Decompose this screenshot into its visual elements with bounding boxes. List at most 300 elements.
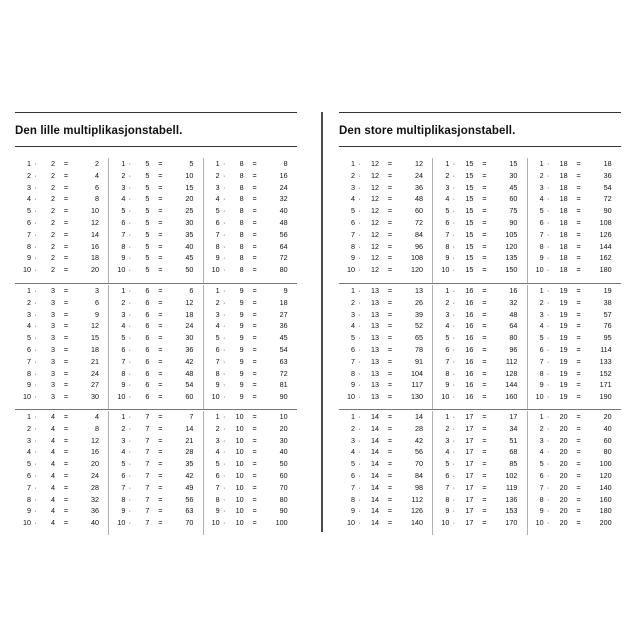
factor: 12 <box>371 206 379 216</box>
times-sign: · <box>222 182 226 192</box>
product: 120 <box>599 470 612 480</box>
equals-sign: = <box>63 321 69 331</box>
equation-row <box>528 470 621 482</box>
multiplier: 3 <box>27 182 31 192</box>
factor: 12 <box>371 194 379 204</box>
equals-sign: = <box>576 182 581 192</box>
factor: 12 <box>371 241 379 251</box>
times-sign: · <box>222 229 226 239</box>
product: 68 <box>509 447 518 457</box>
equals-sign: = <box>158 194 163 204</box>
times-sign: · <box>358 217 361 227</box>
multiplier: 1 <box>351 412 355 421</box>
equals-sign: = <box>252 217 257 227</box>
product: 56 <box>185 494 194 504</box>
product: 18 <box>185 309 194 319</box>
product: 80 <box>279 265 288 275</box>
factor: 2 <box>51 241 55 251</box>
equals-sign: = <box>482 435 487 445</box>
times-sign: · <box>128 392 132 402</box>
equation-row <box>433 368 526 380</box>
equation-row <box>339 482 432 494</box>
equals-sign: = <box>387 435 393 445</box>
factor: 3 <box>51 392 55 402</box>
factor: 10 <box>235 518 244 528</box>
times-sign: · <box>546 368 550 378</box>
equation-row <box>528 252 621 264</box>
times-sign: · <box>34 518 37 528</box>
multiplier: 3 <box>27 435 31 445</box>
factor: 15 <box>465 253 474 263</box>
factor: 3 <box>51 380 55 390</box>
equation-row <box>15 356 108 368</box>
factor: 16 <box>465 344 474 354</box>
product: 140 <box>411 518 423 528</box>
multiplier: 1 <box>121 286 126 295</box>
product: 24 <box>91 368 99 378</box>
times-sign: · <box>358 159 361 168</box>
product: 15 <box>509 159 518 168</box>
top-rule <box>339 112 621 113</box>
times-sign: · <box>128 159 132 168</box>
times-sign: · <box>222 217 226 227</box>
equation-row <box>109 435 202 447</box>
times-sign: · <box>358 333 361 343</box>
multiplier: 9 <box>445 506 450 516</box>
equation-row <box>109 391 202 403</box>
left-page <box>15 112 297 528</box>
factor: 18 <box>559 265 568 275</box>
equation-row <box>339 423 432 435</box>
equals-sign: = <box>482 459 487 469</box>
times-sign: · <box>452 217 456 227</box>
times-sign: · <box>546 447 550 457</box>
times-sign: · <box>358 265 361 275</box>
multiplier: 6 <box>351 470 355 480</box>
equation-row <box>109 170 202 182</box>
equals-sign: = <box>158 518 163 528</box>
product: 180 <box>599 506 612 516</box>
equation-row <box>339 458 432 470</box>
product: 80 <box>603 447 612 457</box>
equation-row <box>433 344 526 356</box>
multiplier: 9 <box>215 253 220 263</box>
equals-sign: = <box>158 380 163 390</box>
times-sign: · <box>546 321 550 331</box>
equation-row <box>204 446 297 458</box>
equation-row <box>339 356 432 368</box>
times-sign: · <box>34 356 37 366</box>
factor: 17 <box>465 518 474 528</box>
times-sign: · <box>222 447 226 457</box>
equals-sign: = <box>576 494 581 504</box>
product: 48 <box>279 217 288 227</box>
equals-sign: = <box>482 506 487 516</box>
equals-sign: = <box>252 159 257 168</box>
multiplier: 4 <box>27 447 31 457</box>
equation-row <box>204 505 297 517</box>
multiplier: 2 <box>445 170 450 180</box>
equals-sign: = <box>252 356 257 366</box>
times-sign: · <box>128 286 132 295</box>
factor: 13 <box>371 356 379 366</box>
equation-row <box>204 193 297 205</box>
times-sign: · <box>546 217 550 227</box>
equals-sign: = <box>387 229 393 239</box>
product: 8 <box>283 159 288 168</box>
equation-row <box>204 285 297 297</box>
equation-row <box>528 285 621 297</box>
product: 108 <box>411 253 423 263</box>
multiplier: 4 <box>121 321 126 331</box>
multiplier: 2 <box>215 297 220 307</box>
equation-row <box>15 229 108 241</box>
times-sign: · <box>34 206 37 216</box>
factor: 16 <box>465 333 474 343</box>
multiplier: 9 <box>539 380 544 390</box>
equation-row <box>109 182 202 194</box>
times-sign: · <box>34 321 37 331</box>
equation-row <box>528 435 621 447</box>
factor: 16 <box>465 297 474 307</box>
multiplier: 9 <box>27 253 31 263</box>
multiplier: 9 <box>351 380 355 390</box>
equals-sign: = <box>482 170 487 180</box>
equation-row <box>433 391 526 403</box>
factor: 17 <box>465 459 474 469</box>
equation-row <box>204 458 297 470</box>
equation-row <box>204 309 297 321</box>
product: 18 <box>603 159 612 168</box>
equals-sign: = <box>482 229 487 239</box>
equals-sign: = <box>387 392 393 402</box>
product: 91 <box>415 356 423 366</box>
equals-sign: = <box>252 321 257 331</box>
equals-sign: = <box>158 217 163 227</box>
equals-sign: = <box>252 241 257 251</box>
equation-row <box>109 379 202 391</box>
product: 76 <box>603 321 612 331</box>
times-sign: · <box>128 435 132 445</box>
times-sign: · <box>222 412 226 421</box>
product: 45 <box>279 333 288 343</box>
times-sign: · <box>546 241 550 251</box>
product: 45 <box>185 253 194 263</box>
factor: 7 <box>145 412 150 421</box>
product: 56 <box>279 229 288 239</box>
multiplier: 1 <box>539 412 544 421</box>
equals-sign: = <box>63 182 69 192</box>
equals-sign: = <box>158 392 163 402</box>
equation-row <box>339 391 432 403</box>
equals-sign: = <box>482 182 487 192</box>
times-sign: · <box>34 297 37 307</box>
equation-row <box>109 332 202 344</box>
multiplier: 8 <box>351 241 355 251</box>
multiplier: 3 <box>351 309 355 319</box>
product: 30 <box>185 217 194 227</box>
book-gutter <box>321 112 323 532</box>
title-rule <box>15 146 297 147</box>
product: 130 <box>411 392 423 402</box>
equation-row <box>15 241 108 253</box>
product: 120 <box>505 241 518 251</box>
equals-sign: = <box>63 217 69 227</box>
equals-sign: = <box>252 344 257 354</box>
product: 84 <box>415 229 423 239</box>
product: 153 <box>505 506 518 516</box>
equals-sign: = <box>576 482 581 492</box>
equals-sign: = <box>63 459 69 469</box>
equals-sign: = <box>387 253 393 263</box>
equals-sign: = <box>158 159 163 168</box>
times-sign: · <box>546 333 550 343</box>
times-sign: · <box>358 241 361 251</box>
multiplier: 7 <box>27 482 31 492</box>
factor: 17 <box>465 506 474 516</box>
equals-sign: = <box>387 356 393 366</box>
factor: 13 <box>371 344 379 354</box>
equals-sign: = <box>252 518 257 528</box>
factor: 16 <box>465 380 474 390</box>
product: 18 <box>91 253 99 263</box>
equation-row <box>204 170 297 182</box>
equals-sign: = <box>252 412 257 421</box>
equals-sign: = <box>482 321 487 331</box>
equals-sign: = <box>158 206 163 216</box>
multiplier: 10 <box>535 392 544 402</box>
equals-sign: = <box>63 170 69 180</box>
equation-row <box>528 193 621 205</box>
times-sign: · <box>34 423 37 433</box>
times-sign: · <box>34 217 37 227</box>
product: 36 <box>415 182 423 192</box>
times-sign: · <box>222 194 226 204</box>
times-sign: · <box>358 182 361 192</box>
product: 112 <box>411 494 423 504</box>
multiplier: 10 <box>441 518 450 528</box>
equals-sign: = <box>158 297 163 307</box>
equation-row <box>204 182 297 194</box>
times-sign: · <box>546 159 550 168</box>
times-sign: · <box>128 506 132 516</box>
equation-row <box>109 158 202 170</box>
multiplier: 7 <box>27 356 31 366</box>
times-sign: · <box>546 182 550 192</box>
multiplier: 3 <box>351 435 355 445</box>
times-sign: · <box>222 265 226 275</box>
factor: 18 <box>559 159 568 168</box>
equation-row <box>204 297 297 309</box>
equation-row <box>15 285 108 297</box>
table-column-5 <box>108 158 202 283</box>
equation-row <box>204 158 297 170</box>
factor: 20 <box>559 518 568 528</box>
equals-sign: = <box>576 447 581 457</box>
times-sign: · <box>128 217 132 227</box>
equals-sign: = <box>387 412 393 421</box>
factor: 7 <box>145 447 150 457</box>
equals-sign: = <box>252 182 257 192</box>
factor: 20 <box>559 459 568 469</box>
equation-row <box>528 517 621 529</box>
product: 96 <box>509 344 518 354</box>
equation-row <box>15 332 108 344</box>
product: 4 <box>95 412 99 421</box>
factor: 8 <box>239 265 244 275</box>
factor: 4 <box>51 459 55 469</box>
factor: 7 <box>145 470 150 480</box>
equation-row <box>528 391 621 403</box>
multiplier: 8 <box>121 241 126 251</box>
times-sign: · <box>128 447 132 457</box>
times-sign: · <box>34 435 37 445</box>
factor: 9 <box>239 344 244 354</box>
equals-sign: = <box>63 344 69 354</box>
multiplier: 2 <box>351 423 355 433</box>
equals-sign: = <box>482 423 487 433</box>
equation-row <box>528 217 621 229</box>
equation-row <box>433 446 526 458</box>
equals-sign: = <box>252 482 257 492</box>
equals-sign: = <box>63 194 69 204</box>
product: 35 <box>185 229 194 239</box>
equals-sign: = <box>252 265 257 275</box>
multiplier: 10 <box>117 518 126 528</box>
equals-sign: = <box>482 253 487 263</box>
product: 72 <box>279 368 288 378</box>
equals-sign: = <box>387 333 393 343</box>
equation-row <box>204 517 297 529</box>
product: 45 <box>509 182 518 192</box>
factor: 18 <box>559 217 568 227</box>
product: 128 <box>505 368 518 378</box>
equation-row <box>204 217 297 229</box>
equals-sign: = <box>576 356 581 366</box>
multiplier: 10 <box>441 392 450 402</box>
times-sign: · <box>34 344 37 354</box>
multiplier: 7 <box>215 229 220 239</box>
equals-sign: = <box>387 182 393 192</box>
product: 12 <box>91 217 99 227</box>
equation-row <box>15 193 108 205</box>
times-sign: · <box>452 470 456 480</box>
product: 171 <box>599 380 612 390</box>
table-column-7 <box>108 411 202 535</box>
factor: 17 <box>465 435 474 445</box>
multiplier: 6 <box>351 344 355 354</box>
equals-sign: = <box>158 286 163 295</box>
times-sign: · <box>222 482 226 492</box>
product: 63 <box>279 356 288 366</box>
equation-row <box>15 158 108 170</box>
times-sign: · <box>128 368 132 378</box>
times-sign: · <box>128 494 132 504</box>
equation-row <box>109 285 202 297</box>
multiplier: 4 <box>121 194 126 204</box>
factor: 7 <box>145 459 150 469</box>
equals-sign: = <box>576 206 581 216</box>
factor: 2 <box>51 265 55 275</box>
table-column-20 <box>527 411 621 535</box>
factor: 4 <box>51 435 55 445</box>
factor: 6 <box>145 356 150 366</box>
equation-row <box>433 458 526 470</box>
equals-sign: = <box>387 286 393 295</box>
product: 52 <box>415 321 423 331</box>
product: 16 <box>91 241 99 251</box>
times-sign: · <box>34 482 37 492</box>
product: 24 <box>279 182 288 192</box>
factor: 12 <box>371 159 379 168</box>
equation-row <box>433 297 526 309</box>
factor: 16 <box>465 321 474 331</box>
equation-row <box>433 182 526 194</box>
factor: 19 <box>559 356 568 366</box>
factor: 6 <box>145 344 150 354</box>
times-sign: · <box>452 159 456 168</box>
equation-row <box>433 229 526 241</box>
equation-row <box>109 517 202 529</box>
multiplier: 5 <box>121 206 126 216</box>
times-sign: · <box>546 412 550 421</box>
product: 6 <box>95 297 99 307</box>
equation-row <box>15 482 108 494</box>
equals-sign: = <box>158 368 163 378</box>
factor: 12 <box>371 265 379 275</box>
equation-row <box>109 482 202 494</box>
equation-row <box>528 368 621 380</box>
equals-sign: = <box>252 333 257 343</box>
factor: 18 <box>559 170 568 180</box>
equation-row <box>339 285 432 297</box>
multiplier: 3 <box>27 309 31 319</box>
product: 80 <box>279 494 288 504</box>
multiplier: 8 <box>445 494 450 504</box>
equals-sign: = <box>63 356 69 366</box>
factor: 19 <box>559 380 568 390</box>
factor: 16 <box>465 309 474 319</box>
equation-row <box>109 309 202 321</box>
multiplier: 4 <box>215 321 220 331</box>
times-sign: · <box>546 356 550 366</box>
product: 24 <box>185 321 194 331</box>
product: 126 <box>411 506 423 516</box>
equals-sign: = <box>482 494 487 504</box>
equation-row <box>339 182 432 194</box>
equation-row <box>109 446 202 458</box>
times-sign: · <box>34 194 37 204</box>
equation-row <box>433 482 526 494</box>
equals-sign: = <box>387 506 393 516</box>
product: 42 <box>185 470 194 480</box>
factor: 2 <box>51 194 55 204</box>
multiplier: 4 <box>215 194 220 204</box>
equation-row <box>433 435 526 447</box>
equation-row <box>433 332 526 344</box>
product: 40 <box>91 518 99 528</box>
product: 42 <box>185 356 194 366</box>
equals-sign: = <box>63 506 69 516</box>
equals-sign: = <box>576 241 581 251</box>
equals-sign: = <box>63 286 69 295</box>
multiplier: 6 <box>539 470 544 480</box>
product: 90 <box>509 217 518 227</box>
equals-sign: = <box>482 356 487 366</box>
product: 70 <box>185 518 194 528</box>
equation-row <box>528 411 621 423</box>
times-sign: · <box>546 494 550 504</box>
